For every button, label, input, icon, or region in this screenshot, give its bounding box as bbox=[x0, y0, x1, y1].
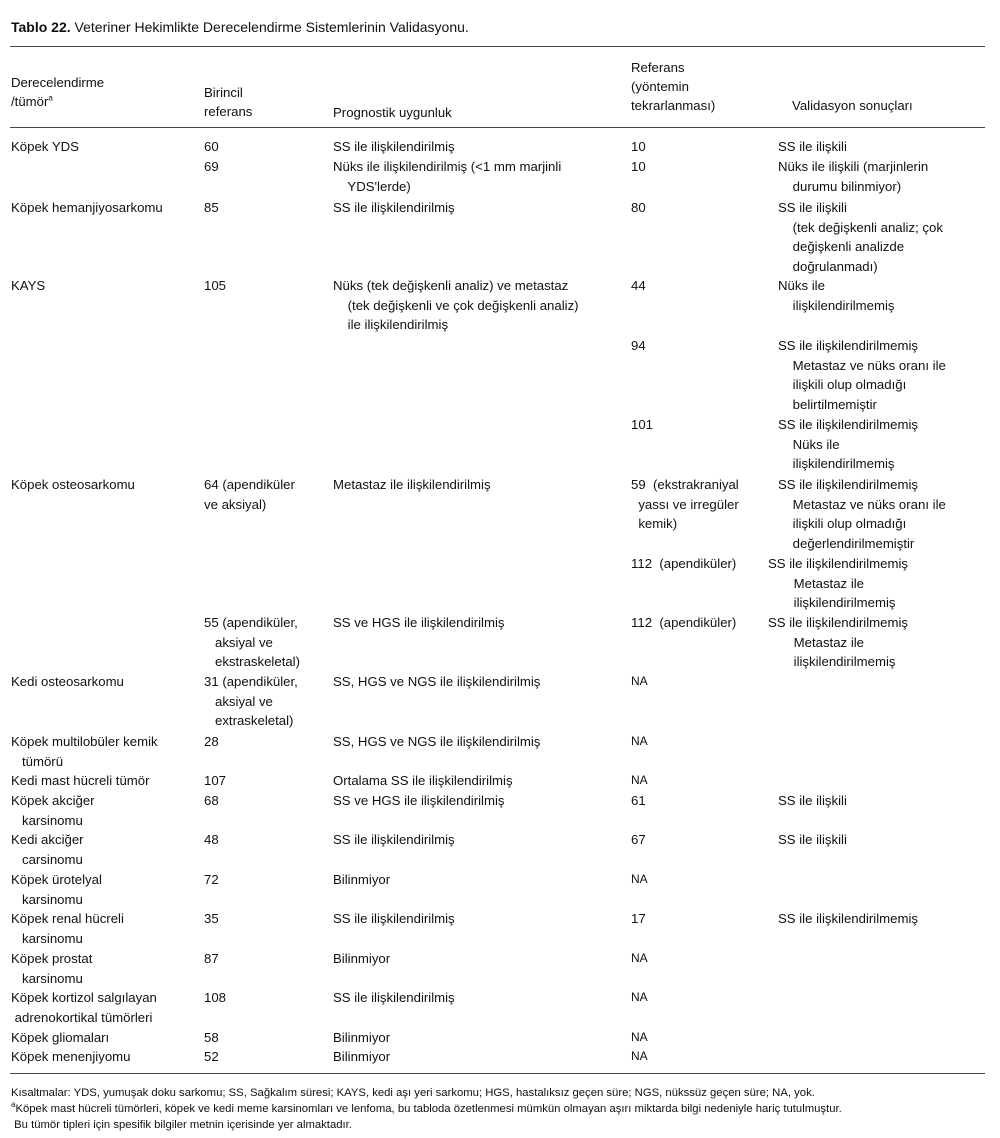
table-cell: SS ile ilişkili (tek değişkenli analiz; çok değişkenli analizde doğrulanmadı) bbox=[778, 200, 943, 274]
table-cell: 35 bbox=[204, 911, 219, 926]
header-reference: Referans (yöntemin tekrarlanması) bbox=[631, 60, 716, 113]
table-cell: NA bbox=[631, 773, 648, 787]
table-cell: 112 (apendiküler) bbox=[631, 556, 737, 571]
table-cell: Köpek prostat karsinomu bbox=[11, 951, 93, 986]
table-cell: 112 (apendiküler) bbox=[631, 615, 737, 630]
table-cell: 10 bbox=[631, 139, 646, 154]
table-cell: 105 bbox=[204, 278, 227, 293]
table-title bbox=[11, 19, 469, 35]
table-cell: 101 bbox=[631, 417, 654, 432]
table-cell: Köpek hemanjiyosarkomu bbox=[11, 200, 163, 215]
table-cell: Nüks ile ilişkili (marjinlerin durumu bilinmiyor) bbox=[778, 159, 929, 194]
table-cell: Nüks ile ilişkilendirilmemiş bbox=[778, 278, 895, 313]
table-cell: 52 bbox=[204, 1049, 219, 1064]
table-cell: SS ile ilişkilendirilmemiş Metastaz ile ilişkilendirilmemiş bbox=[768, 615, 908, 669]
table-cell: 60 bbox=[204, 139, 219, 154]
table-cell: SS ile ilişkili bbox=[778, 832, 847, 847]
header-prognostic: Prognostik uygunluk bbox=[333, 105, 452, 120]
table-cell: SS ile ilişkilendirilmemiş bbox=[778, 911, 918, 926]
table-cell: SS ile ilişkilendirilmemiş Metastaz ve nüks oranı ile ilişkili olup olmadığı belirtilmemiştir bbox=[778, 338, 946, 412]
table-cell: Bilinmiyor bbox=[333, 951, 391, 966]
table-cell: NA bbox=[631, 951, 648, 965]
table-cell: NA bbox=[631, 990, 648, 1004]
table-cell: Metastaz ile ilişkilendirilmiş bbox=[333, 477, 491, 492]
footnote-a: $^a$Köpek mast hücreli tümörleri, köpek ve kedi meme karsinomları ve lenfoma, bu tabloda özetlenmesi mümkün olmayan aşırı miktarda bilgi nedeniyle hariç tutulmuştur. Bu tümör tipleri için spesifik bilgiler metnin içerisinde yer almaktadır. bbox=[11, 1100, 842, 1131]
table-cell: SS ve HGS ile ilişkilendirilmiş bbox=[333, 793, 505, 808]
table-cell: Köpek multilobüler kemik tümörü bbox=[11, 734, 158, 769]
table-cell: NA bbox=[631, 734, 648, 748]
table-cell: 107 bbox=[204, 773, 227, 788]
table-cell: NA bbox=[631, 1030, 648, 1044]
table-cell: 44 bbox=[631, 278, 646, 293]
table-cell: Köpek YDS bbox=[11, 139, 79, 154]
table-cell: 55 (apendiküler, aksiyal ve ekstraskeletal) bbox=[204, 615, 301, 669]
table-cell: Kedi mast hücreli tümör bbox=[11, 773, 150, 788]
header-validation: Validasyon sonuçları bbox=[792, 98, 913, 113]
table-cell: 17 bbox=[631, 911, 646, 926]
table-cell: NA bbox=[631, 1049, 648, 1063]
table-caption: Veteriner Hekimlikte Derecelendirme Sistemlerinin Validasyonu. bbox=[74, 19, 469, 35]
table-cell: SS ile ilişkilendirilmemiş Nüks ile ilişkilendirilmemiş bbox=[778, 417, 918, 471]
table-cell: 67 bbox=[631, 832, 646, 847]
table-number: Tablo 22. bbox=[11, 19, 71, 35]
table-cell: SS, HGS ve NGS ile ilişkilendirilmiş bbox=[333, 674, 541, 689]
footnote-abbreviations: Kısaltmalar: YDS, yumuşak doku sarkomu; SS, Sağkalım süresi; KAYS, kedi aşı yeri sarkomu; HGS, hastalıksız geçen süre; NGS, nükssüz geçen süre; NA, yok. bbox=[11, 1087, 815, 1099]
table-cell: Köpek kortizol salgılayan adrenokortikal tümörleri bbox=[11, 990, 157, 1025]
table-cell: SS ile ilişkilendirilmiş bbox=[333, 990, 455, 1005]
table-cell: SS ile ilişkilendirilmemiş Metastaz ile ilişkilendirilmemiş bbox=[768, 556, 908, 610]
table-cell: Köpek akciğer karsinomu bbox=[11, 793, 95, 828]
table-cell: NA bbox=[631, 872, 648, 886]
table-cell: SS ile ilişkilendirilmiş bbox=[333, 832, 455, 847]
table-cell: SS ile ilişkili bbox=[778, 793, 847, 808]
table-cell: 80 bbox=[631, 200, 646, 215]
header-primary-ref: Birincil referans bbox=[204, 85, 253, 119]
table-cell: Köpek gliomaları bbox=[11, 1030, 110, 1045]
table-cell: Nüks (tek değişkenli analiz) ve metastaz (tek değişkenli ve çok değişkenli analiz) ile ilişkilendirilmiş bbox=[333, 278, 579, 332]
table-cell: NA bbox=[631, 674, 648, 688]
table-cell: Bilinmiyor bbox=[333, 1030, 391, 1045]
table-cell: Ortalama SS ile ilişkilendirilmiş bbox=[333, 773, 513, 788]
bottom-rule bbox=[10, 1073, 985, 1074]
table-cell: 64 (apendiküler ve aksiyal) bbox=[204, 477, 295, 512]
table-cell: Köpek menenjiyomu bbox=[11, 1049, 131, 1064]
table-cell: SS, HGS ve NGS ile ilişkilendirilmiş bbox=[333, 734, 541, 749]
table-cell: 68 bbox=[204, 793, 219, 808]
table-cell: 10 bbox=[631, 159, 646, 174]
table-cell: SS ile ilişkilendirilmiş bbox=[333, 200, 455, 215]
table-cell: Kedi osteosarkomu bbox=[11, 674, 124, 689]
table-cell: 59 (ekstrakraniyal yassı ve irregüler kemik) bbox=[631, 477, 739, 531]
table-cell: 85 bbox=[204, 200, 219, 215]
table-cell: SS ile ilişkili bbox=[778, 139, 847, 154]
header-grading: Derecelendirme /tümör$^a$ bbox=[11, 75, 105, 109]
table-cell: Bilinmiyor bbox=[333, 872, 391, 887]
table-cell: 108 bbox=[204, 990, 227, 1005]
table-cell: 31 (apendiküler, aksiyal ve extraskeletal) bbox=[204, 674, 298, 728]
table-cell: 94 bbox=[631, 338, 646, 353]
table-cell: Kedi akciğer carsinomu bbox=[11, 832, 84, 867]
table-cell: 58 bbox=[204, 1030, 219, 1045]
table-cell: Bilinmiyor bbox=[333, 1049, 391, 1064]
table-cell: SS ile ilişkilendirilmemiş Metastaz ve nüks oranı ile ilişkili olup olmadığı değerlendirilmemiştir bbox=[778, 477, 946, 551]
table-cell: Köpek ürotelyal karsinomu bbox=[11, 872, 102, 907]
table-cell: 61 bbox=[631, 793, 646, 808]
table-cell: SS ile ilişkilendirilmiş bbox=[333, 911, 455, 926]
table-cell: 48 bbox=[204, 832, 219, 847]
table-cell: Nüks ile ilişkilendirilmiş (<1 mm marjinli YDS'lerde) bbox=[333, 159, 562, 194]
header-rule bbox=[10, 127, 985, 128]
table-cell: 87 bbox=[204, 951, 219, 966]
table-cell: SS ile ilişkilendirilmiş bbox=[333, 139, 455, 154]
table-cell: Köpek osteosarkomu bbox=[11, 477, 135, 492]
table-cell: SS ve HGS ile ilişkilendirilmiş bbox=[333, 615, 505, 630]
table-cell: 72 bbox=[204, 872, 219, 887]
table-cell: KAYS bbox=[11, 278, 46, 293]
table-cell: 28 bbox=[204, 734, 219, 749]
table-cell: Köpek renal hücreli karsinomu bbox=[11, 911, 124, 946]
top-rule bbox=[10, 46, 985, 47]
table-cell: 69 bbox=[204, 159, 219, 174]
